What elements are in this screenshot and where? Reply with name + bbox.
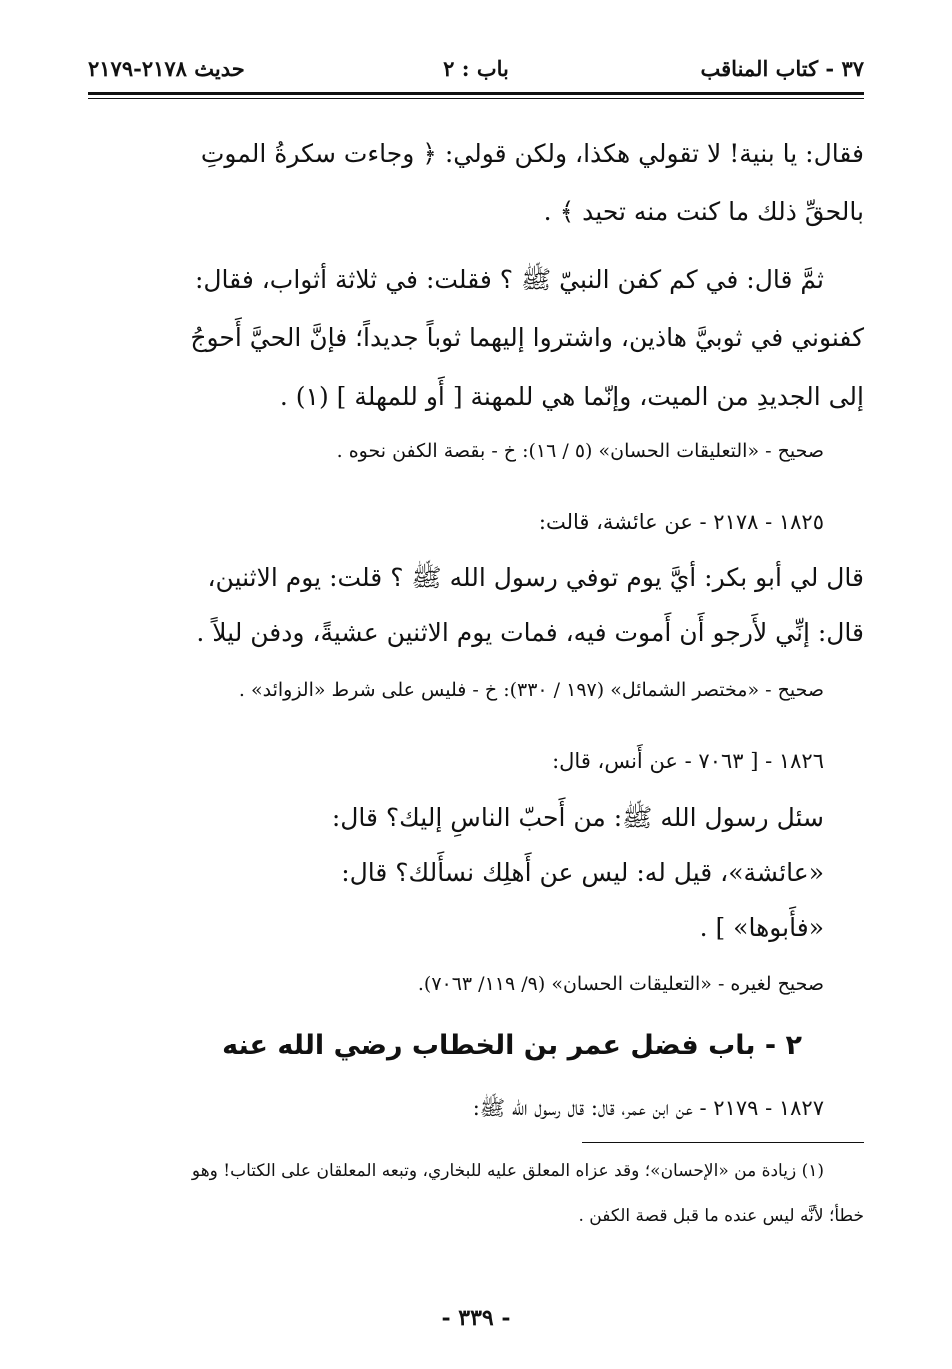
hadith-number-line: ١٨٢٧ - ٢١٧٩ - عن ابن عمر، قال: قال رسول الله ﷺ:: [472, 1096, 824, 1120]
hadith-number-line: ١٨٢٥ - ٢١٧٨ - عن عائشة، قالت:: [538, 510, 824, 534]
header-rule-thin: [88, 98, 864, 99]
text-line: قال: إنِّي لأَرجو أَن أَموت فيه، فمات يوم الاثنين عشيةً، ودفن ليلاً .: [196, 618, 864, 647]
text-line: كفنوني في ثوبيَّ هاذين، واشتروا إليهما ثوباً جديداً؛ فإنَّ الحيَّ أَحوجُ: [190, 323, 864, 352]
running-header: [88, 56, 864, 92]
header-book-title: ٣٧ - كتاب المناقب: [700, 56, 864, 81]
text-line: فقال: يا بنية! لا تقولي هكذا، ولكن قولي: ﴿ وجاءت سكرةُ الموتِ: [200, 139, 864, 168]
chapter-heading: ٢ - باب فضل عمر بن الخطاب رضي الله عنه: [222, 1030, 802, 1061]
hadith-number-line: ١٨٢٦ - [ ٧٠٦٣ - عن أَنس، قال:: [552, 749, 824, 773]
header-rule-thick: [88, 92, 864, 95]
header-hadith-range: حديث ٢١٧٨-٢١٧٩: [88, 56, 245, 81]
text-line: بالحقِّ ذلك ما كنت منه تحيد ﴾ .: [543, 197, 864, 226]
text-line: «فأَبوها» ] .: [699, 913, 824, 942]
book-page: [88, 0, 864, 1369]
grading-note: صحيح - «التعليقات الحسان» (٥ / ١٦): خ - بقصة الكفن نحوه .: [336, 440, 824, 462]
text-line: سئل رسول الله ﷺ: من أَحبّ الناسِ إليك؟ قال:: [331, 803, 824, 832]
footnote-line: (١) زيادة من «الإحسان»؛ وقد عزاه المعلق عليه للبخاري، وتبعه المعلقان على الكتاب! وهو: [191, 1161, 824, 1181]
grading-note: صحيح لغيره - «التعليقات الحسان» (٩/ ١١٩/ ٧٠٦٣).: [417, 973, 824, 995]
text-line: إلى الجديدِ من الميت، وإنّما هي للمهنة [ أَو للمهلة ] (١) .: [279, 382, 864, 411]
text-line: «عائشة»، قيل له: ليس عن أَهلِك نسأَلك؟ قال:: [341, 858, 824, 887]
footnote-rule: [582, 1142, 864, 1143]
grading-note: صحيح - «مختصر الشمائل» (١٩٧ / ٣٣٠): خ - فليس على شرط «الزوائد» .: [238, 679, 824, 701]
text-line: ثمَّ قال: في كم كفن النبيّ ﷺ ؟ فقلت: في ثلاثة أثواب، فقال:: [194, 265, 824, 294]
page-number: - ٣٣٩ -: [441, 1305, 511, 1331]
header-chapter: باب : ٢: [443, 56, 509, 81]
text-line: قال لي أبو بكر: أيَّ يوم توفي رسول الله ﷺ ؟ قلت: يوم الاثنين،: [207, 563, 864, 592]
footnote-line: خطأ؛ لأنَّه ليس عنده ما قبل قصة الكفن .: [578, 1206, 864, 1226]
